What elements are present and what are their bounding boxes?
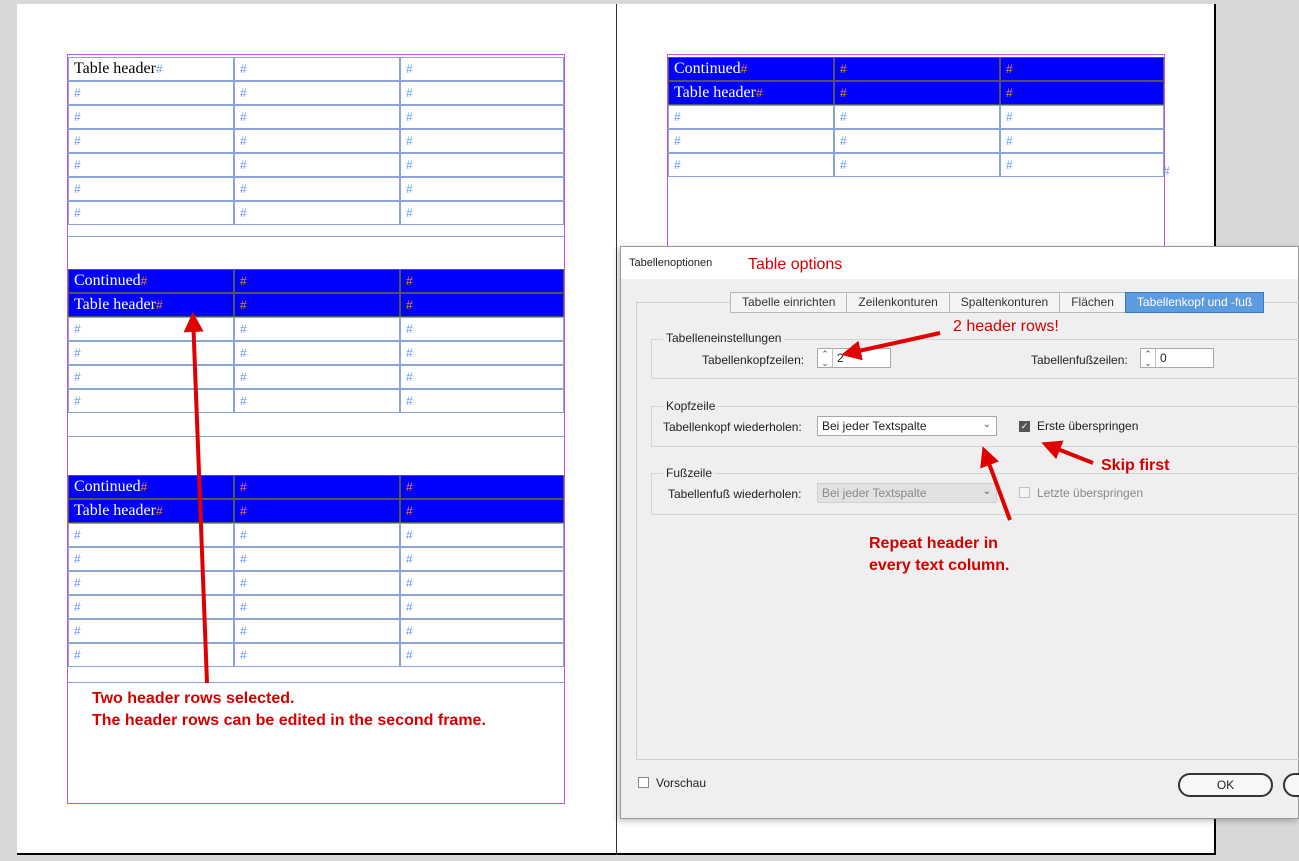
end-of-cell-mark: # xyxy=(740,62,748,76)
annotation-two-header-rows: 2 header rows! xyxy=(953,318,1059,335)
footer-group-label: Fußzeile xyxy=(663,466,715,480)
end-of-cell-mark: # xyxy=(155,504,163,518)
repeat-header-label: Tabellenkopf wiederholen: xyxy=(663,420,802,434)
annotation-repeat-line1: Repeat header in xyxy=(869,535,998,552)
end-of-cell-mark: # xyxy=(1006,86,1013,100)
repeat-footer-label: Tabellenfuß wiederholen: xyxy=(668,487,802,501)
end-of-cell-mark: # xyxy=(406,394,413,408)
cell-text: Table header xyxy=(674,84,756,101)
end-of-cell-mark: # xyxy=(240,134,247,148)
end-of-cell-mark: # xyxy=(406,370,413,384)
settings-group-label: Tabelleneinstellungen xyxy=(663,331,784,345)
cell-text: Table header xyxy=(74,296,156,313)
end-of-cell-mark: # xyxy=(240,86,247,100)
end-of-cell-mark: # xyxy=(74,346,81,360)
repeat-footer-value: Bei jeder Textspalte xyxy=(822,486,927,500)
tab-zeilenkonturen[interactable]: Zeilenkonturen xyxy=(846,292,949,313)
annotation-repeat-line2: every text column. xyxy=(869,557,1010,574)
end-of-cell-mark: # xyxy=(406,110,413,124)
end-of-cell-mark: # xyxy=(406,552,413,566)
end-of-cell-mark: # xyxy=(240,504,247,518)
annotation-skip-first: Skip first xyxy=(1101,457,1170,474)
end-of-cell-mark: # xyxy=(406,158,413,172)
tab-tabelle-einrichten[interactable]: Tabelle einrichten xyxy=(730,292,847,313)
end-of-cell-mark: # xyxy=(406,648,413,662)
end-of-cell-mark: # xyxy=(74,552,81,566)
end-of-cell-mark: # xyxy=(240,576,247,590)
end-of-cell-mark: # xyxy=(240,648,247,662)
end-of-cell-mark: # xyxy=(240,274,247,288)
end-of-cell-mark: # xyxy=(406,134,413,148)
end-of-cell-mark: # xyxy=(240,110,247,124)
end-of-cell-mark: # xyxy=(240,206,247,220)
end-of-cell-mark: # xyxy=(240,346,247,360)
end-of-cell-mark: # xyxy=(840,158,847,172)
end-of-cell-mark: # xyxy=(406,86,413,100)
end-of-cell-mark: # xyxy=(1006,62,1013,76)
annotation-selected-line1: Two header rows selected. xyxy=(92,690,295,707)
header-rows-label: Tabellenkopfzeilen: xyxy=(702,353,805,367)
end-of-cell-mark: # xyxy=(406,528,413,542)
arrow-to-header-rows xyxy=(193,316,207,683)
end-of-cell-mark: # xyxy=(74,624,81,638)
end-of-cell-mark: # xyxy=(74,110,81,124)
cell-text: Table header xyxy=(74,60,156,77)
end-of-cell-mark: # xyxy=(240,528,247,542)
cell-text: Continued xyxy=(674,60,741,77)
repeat-header-value: Bei jeder Textspalte xyxy=(822,419,927,433)
end-of-cell-mark: # xyxy=(406,182,413,196)
end-of-cell-mark: # xyxy=(74,86,81,100)
footer-rows-value: 0 xyxy=(1160,351,1167,365)
end-of-cell-mark: # xyxy=(74,394,81,408)
arrow-to-repeat-header xyxy=(984,450,1010,520)
end-of-cell-mark: # xyxy=(74,576,81,590)
end-of-cell-mark: # xyxy=(840,86,847,100)
overflow-hash-mark: # xyxy=(1163,164,1170,178)
end-of-cell-mark: # xyxy=(240,600,247,614)
end-of-cell-mark: # xyxy=(406,322,413,336)
end-of-cell-mark: # xyxy=(840,110,847,124)
tab-tabellenkopf-und-fuss[interactable]: Tabellenkopf und -fuß xyxy=(1125,292,1264,313)
end-of-cell-mark: # xyxy=(140,480,148,494)
arrow-to-header-stepper xyxy=(845,333,940,354)
footer-rows-label: Tabellenfußzeilen: xyxy=(1031,353,1128,367)
end-of-cell-mark: # xyxy=(74,322,81,336)
skip-first-label: Erste überspringen xyxy=(1037,419,1139,433)
end-of-cell-mark: # xyxy=(406,298,413,312)
end-of-cell-mark: # xyxy=(74,370,81,384)
end-of-cell-mark: # xyxy=(240,298,247,312)
end-of-cell-mark: # xyxy=(406,600,413,614)
end-of-cell-mark: # xyxy=(240,480,247,494)
end-of-cell-mark: # xyxy=(406,504,413,518)
end-of-cell-mark: # xyxy=(406,206,413,220)
annotation-selected-line2: The header rows can be edited in the second frame. xyxy=(92,712,486,729)
end-of-cell-mark: # xyxy=(74,158,81,172)
end-of-cell-mark: # xyxy=(240,158,247,172)
end-of-cell-mark: # xyxy=(240,182,247,196)
end-of-cell-mark: # xyxy=(674,158,681,172)
end-of-cell-mark: # xyxy=(840,62,847,76)
end-of-cell-mark: # xyxy=(406,62,413,76)
end-of-cell-mark: # xyxy=(140,274,148,288)
stepper-arrows-icon[interactable]: ⌃ ⌄ xyxy=(1141,349,1156,367)
end-of-cell-mark: # xyxy=(74,528,81,542)
end-of-cell-mark: # xyxy=(74,648,81,662)
cell-text: Table header xyxy=(74,502,156,519)
header-group-label: Kopfzeile xyxy=(663,399,718,413)
annotation-table-options: Table options xyxy=(748,256,843,273)
end-of-cell-mark: # xyxy=(240,624,247,638)
end-of-cell-mark: # xyxy=(240,370,247,384)
end-of-cell-mark: # xyxy=(755,86,763,100)
preview-label: Vorschau xyxy=(656,776,707,790)
end-of-cell-mark: # xyxy=(406,576,413,590)
end-of-cell-mark: # xyxy=(240,552,247,566)
stepper-arrows-icon[interactable]: ⌃ ⌄ xyxy=(818,349,833,367)
end-of-cell-mark: # xyxy=(406,346,413,360)
end-of-cell-mark: # xyxy=(1006,158,1013,172)
end-of-cell-mark: # xyxy=(240,62,247,76)
end-of-cell-mark: # xyxy=(406,480,413,494)
tab-spaltenkonturen[interactable]: Spaltenkonturen xyxy=(949,292,1060,313)
cell-text: Continued xyxy=(74,478,141,495)
end-of-cell-mark: # xyxy=(406,624,413,638)
skip-first-checkbox[interactable]: ✓ xyxy=(1020,421,1029,431)
end-of-cell-mark: # xyxy=(406,274,413,288)
header-rows-value: 2 xyxy=(837,351,844,365)
end-of-cell-mark: # xyxy=(1006,110,1013,124)
end-of-cell-mark: # xyxy=(840,134,847,148)
chevron-down-icon: ⌄ xyxy=(982,486,991,497)
end-of-cell-mark: # xyxy=(674,110,681,124)
ok-button[interactable]: OK xyxy=(1178,773,1273,797)
end-of-cell-mark: # xyxy=(240,322,247,336)
dialog-title: Tabellenoptionen xyxy=(629,257,713,269)
end-of-cell-mark: # xyxy=(674,134,681,148)
end-of-cell-mark: # xyxy=(74,600,81,614)
cell-text: Continued xyxy=(74,272,141,289)
skip-last-label: Letzte überspringen xyxy=(1037,486,1144,500)
end-of-cell-mark: # xyxy=(155,62,163,76)
end-of-cell-mark: # xyxy=(155,298,163,312)
tab-flaechen[interactable]: Flächen xyxy=(1059,292,1126,313)
end-of-cell-mark: # xyxy=(74,134,81,148)
chevron-down-icon: ⌄ xyxy=(982,419,991,430)
end-of-cell-mark: # xyxy=(74,182,81,196)
end-of-cell-mark: # xyxy=(1006,134,1013,148)
end-of-cell-mark: # xyxy=(74,206,81,220)
arrow-to-skip-first xyxy=(1045,444,1093,463)
end-of-cell-mark: # xyxy=(240,394,247,408)
